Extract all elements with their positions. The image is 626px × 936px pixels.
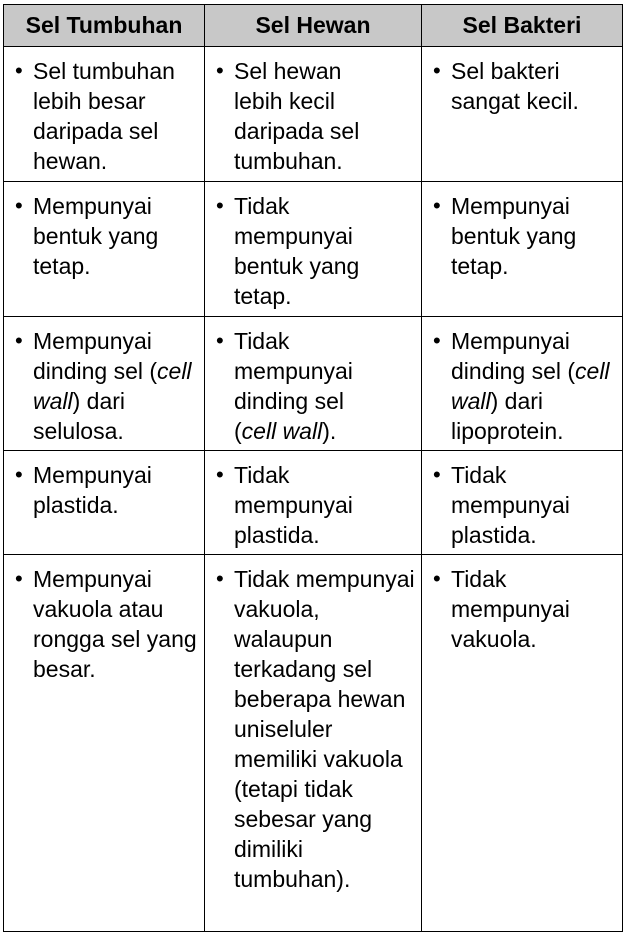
bacteria-shape-cell [422,182,623,317]
bullet-icon: • [216,58,224,83]
plant-vacuole-cell [4,555,205,932]
bacteria-size-cell [422,47,623,182]
table-row [4,182,623,317]
animal-plastid-cell [205,451,422,555]
animal-cellwall-term: cell wall [241,418,323,444]
bullet-icon: • [433,566,441,591]
bacteria-plastid-text: Tidak mempunyai plastida. [451,462,570,548]
animal-size-cell [205,47,422,182]
bacteria-cellwall-text-pre: Mempunyai dinding sel ( [451,328,576,384]
bacteria-cellwall-term: cell wall [451,358,610,414]
plant-plastid-cell [4,451,205,555]
bacteria-cellwall-cell [422,317,623,451]
plant-plastid-text: Mempunyai plastida. [33,462,152,518]
animal-plastid-text: Tidak mempunyai plastida. [234,462,353,548]
animal-vacuole-text: Tidak mempunyai vakuola, walaupun terkadang sel beberapa hewan uniseluler memiliki vakuola (tetapi tidak sebesar yang dimiliki tumbuhan). [234,566,415,892]
animal-cellwall-text-post: ). [322,418,337,444]
bacteria-cellwall-text [451,326,622,446]
plant-shape-text: Mempunyai bentuk yang tetap. [33,193,159,279]
bullet-icon: • [216,566,224,591]
animal-cellwall-cell [205,317,422,451]
plant-cellwall-text-post: ) dari selulosa. [33,388,126,444]
bullet-icon: • [433,328,441,353]
plant-size-text: Sel tumbuhan lebih besar daripada sel hewan. [33,58,175,174]
plant-cellwall-text [33,326,204,446]
header-row [4,5,623,47]
plant-vacuole-text: Mempunyai vakuola atau rongga sel yang besar. [33,566,197,682]
plant-cellwall-text-pre: Mempunyai dinding sel ( [33,328,158,384]
bacteria-vacuole-cell [422,555,623,932]
bullet-icon: • [216,193,224,218]
animal-size-text: Sel hewan lebih kecil daripada sel tumbuhan. [234,58,360,174]
plant-cellwall-cell [4,317,205,451]
table-row [4,317,623,451]
bullet-icon: • [15,58,23,83]
bacteria-plastid-cell [422,451,623,555]
bacteria-shape-text: Mempunyai bentuk yang tetap. [451,193,577,279]
header-plant-cell: Sel Tumbuhan [4,5,205,47]
table-row [4,451,623,555]
bullet-icon: • [15,566,23,591]
header-bacteria-cell: Sel Bakteri [422,5,623,47]
bullet-icon: • [433,462,441,487]
bullet-icon: • [15,328,23,353]
bullet-icon: • [216,462,224,487]
animal-shape-cell [205,182,422,317]
animal-cellwall-text-pre: Tidak mempunyai dinding sel ( [234,328,353,444]
bullet-icon: • [15,462,23,487]
plant-shape-cell [4,182,205,317]
plant-cellwall-term: cell wall [33,358,192,414]
plant-size-cell [4,47,205,182]
bullet-icon: • [216,328,224,353]
header-animal-cell: Sel Hewan [205,5,422,47]
cell-comparison-table [3,4,623,932]
bacteria-size-text: Sel bakteri sangat kecil. [451,58,579,114]
bacteria-cellwall-text-post: ) dari lipoprotein. [451,388,564,444]
table-row [4,47,623,182]
animal-vacuole-cell [205,555,422,932]
table-row [4,555,623,932]
bacteria-vacuole-text: Tidak mempunyai vakuola. [451,566,570,652]
animal-cellwall-text [234,326,421,446]
bullet-icon: • [433,58,441,83]
bullet-icon: • [433,193,441,218]
animal-shape-text: Tidak mempunyai bentuk yang tetap. [234,193,360,309]
bullet-icon: • [15,193,23,218]
